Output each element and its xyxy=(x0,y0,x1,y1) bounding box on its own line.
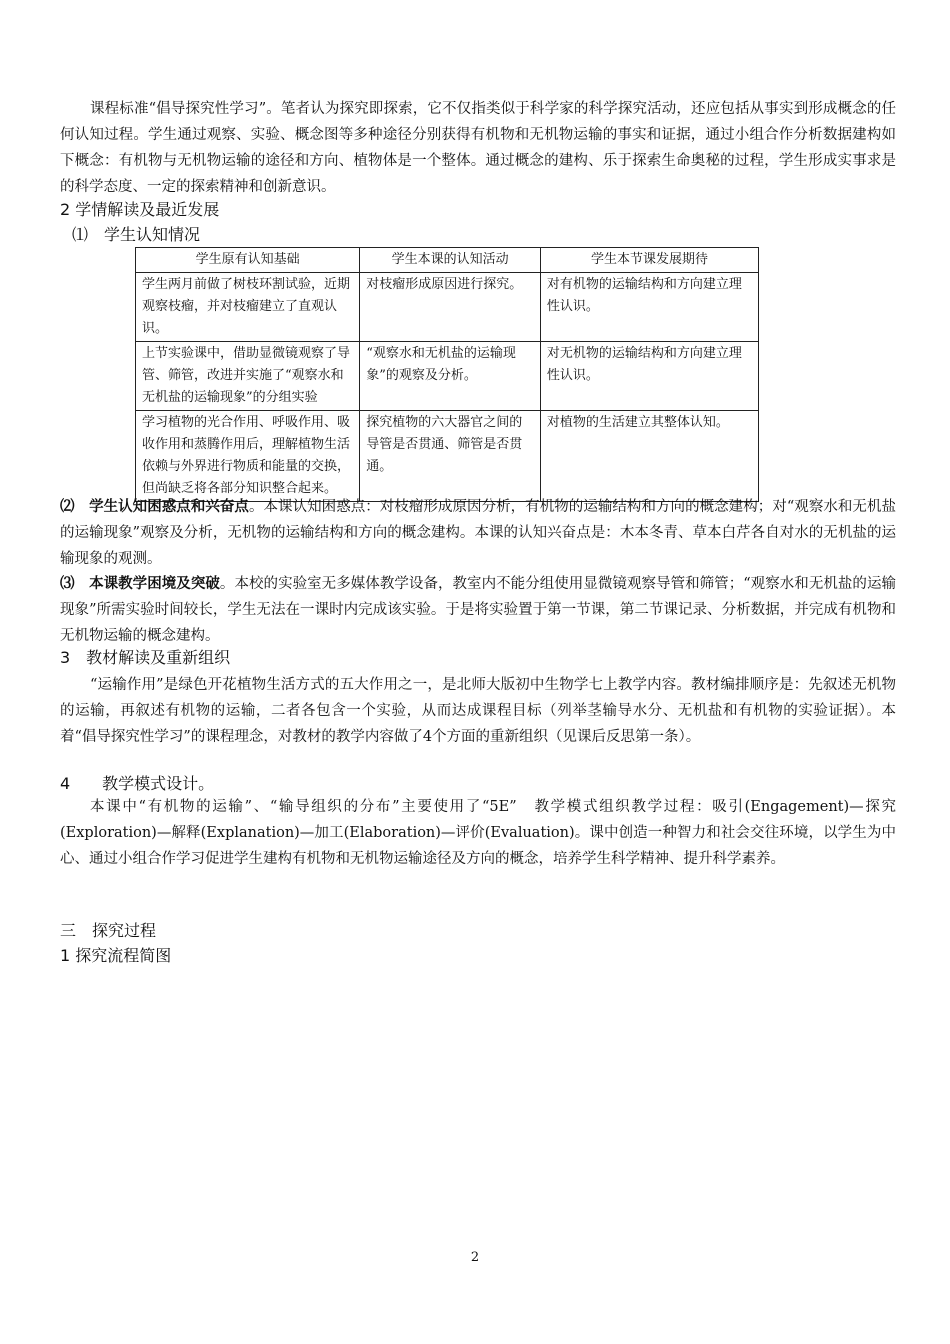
cognition-table xyxy=(135,247,759,502)
table-cell: 学习植物的光合作用、呼吸作用、吸收作用和蒸腾作用后，理解植物生活依赖与外界进行物质和能量的交换，但尚缺乏将各部分知识整合起来。 xyxy=(136,411,360,502)
paragraph-lead: ⑵ 学生认知困惑点和兴奋点 xyxy=(60,499,249,515)
paragraph-teaching-difficulty xyxy=(60,571,896,649)
textbook-paragraph: “运输作用”是绿色开花植物生活方式的五大作用之一，是北师大版初中生物学七上教学内容。教材编排顺序是：先叙述无机物的运输，再叙述有机物的运输，二者各包含一个实验，从而达成课程目标（列举茎输导水分、无机盐和有机物的实验证据）。本着“倡导探究性学习”的课程理念，对教材的教学内容做了4个方面的重新组织（见课后反思第一条）。 xyxy=(60,677,896,745)
heading-3: 3 教材解读及重新组织 xyxy=(60,648,231,667)
section-3-1-heading: 1 探究流程简图 xyxy=(60,946,172,965)
table-cell: 上节实验课中，借助显微镜观察了导管、筛管，改进并实施了“观察水和无机盐的运输现象”的分组实验 xyxy=(136,342,360,411)
subheading-2-1: ⑴ 学生认知情况 xyxy=(72,225,201,244)
heading-4: 4 教学模式设计。 xyxy=(60,774,215,793)
paragraph-body: 。本校的实验室无多媒体教学设备，教室内不能分组使用显微镜观察导管和筛管；“观察水和无机盐的运输现象”所需实验时间较长，学生无法在一课时内完成该实验。于是将实验置于第一节课，第二节课记录、分析数据，并完成有机物和无机物运输的概念建构。 xyxy=(60,576,897,644)
teaching-model-paragraph: 本课中“有机物的运输”、“输导组织的分布”主要使用了“5E” 教学模式组织教学过程：吸引(Engagement)—探究(Exploration)—解释(Explanation)—加工(Elaboration)—评价(Evaluation)。课中创造一种智力和社会交往环境，以学生为中心、通过小组合作学习促进学生建构有机物和无机物运输途径及方向的概念，培养学生科学精神、提升科学素养。 xyxy=(60,799,896,867)
table-cell: “观察水和无机盐的运输现象”的观察及分析。 xyxy=(360,342,541,411)
table-cell: 对枝瘤形成原因进行探究。 xyxy=(360,273,541,342)
page-number: 2 xyxy=(470,1250,480,1265)
table-row xyxy=(136,273,759,342)
table-row xyxy=(136,411,759,502)
table-header-cell: 学生本课的认知活动 xyxy=(360,248,541,273)
paragraph-body: 。本课认知困惑点：对枝瘤形成原因分析，有机物的运输结构和方向的概念建构；对“观察水和无机盐的运输现象”观察及分析，无机物的运输结构和方向的概念建构。本课的认知兴奋点是：木本冬青、草本白芹各自对水的无机盐的运输现象的观测。 xyxy=(60,499,896,567)
heading-2: 2 学情解读及最近发展 xyxy=(60,200,220,219)
table-header-cell: 学生原有认知基础 xyxy=(136,248,360,273)
table-header-row xyxy=(136,248,759,273)
paragraph-confusion-points xyxy=(60,494,896,572)
table-cell: 探究植物的六大器官之间的导管是否贯通、筛管是否贯通。 xyxy=(360,411,541,502)
intro-paragraph: 课程标准“倡导探究性学习”。笔者认为探究即探索，它不仅指类似于科学家的科学探究活动，还应包括从事实到形成概念的任何认知过程。学生通过观察、实验、概念图等多种途径分别获得有机物和无机物运输的事实和证据，通过小组合作分析数据建构如下概念：有机物与无机物运输的途径和方向、植物体是一个整体。通过概念的建构、乐于探索生命奥秘的过程，学生形成实事求是的科学态度、一定的探索精神和创新意识。 xyxy=(60,101,896,195)
table-cell: 对无机物的运输结构和方向建立理性认识。 xyxy=(540,342,758,411)
table-row xyxy=(136,342,759,411)
table-cell: 对有机物的运输结构和方向建立理性认识。 xyxy=(540,273,758,342)
paragraph-lead: ⑶ 本课教学困境及突破 xyxy=(60,576,220,592)
table-cell: 学生两月前做了树枝环割试验，近期观察枝瘤，并对枝瘤建立了直观认识。 xyxy=(136,273,360,342)
table-cell: 对植物的生活建立其整体认知。 xyxy=(540,411,758,502)
table-header-cell: 学生本节课发展期待 xyxy=(540,248,758,273)
section-3-heading: 三 探究过程 xyxy=(60,921,157,940)
